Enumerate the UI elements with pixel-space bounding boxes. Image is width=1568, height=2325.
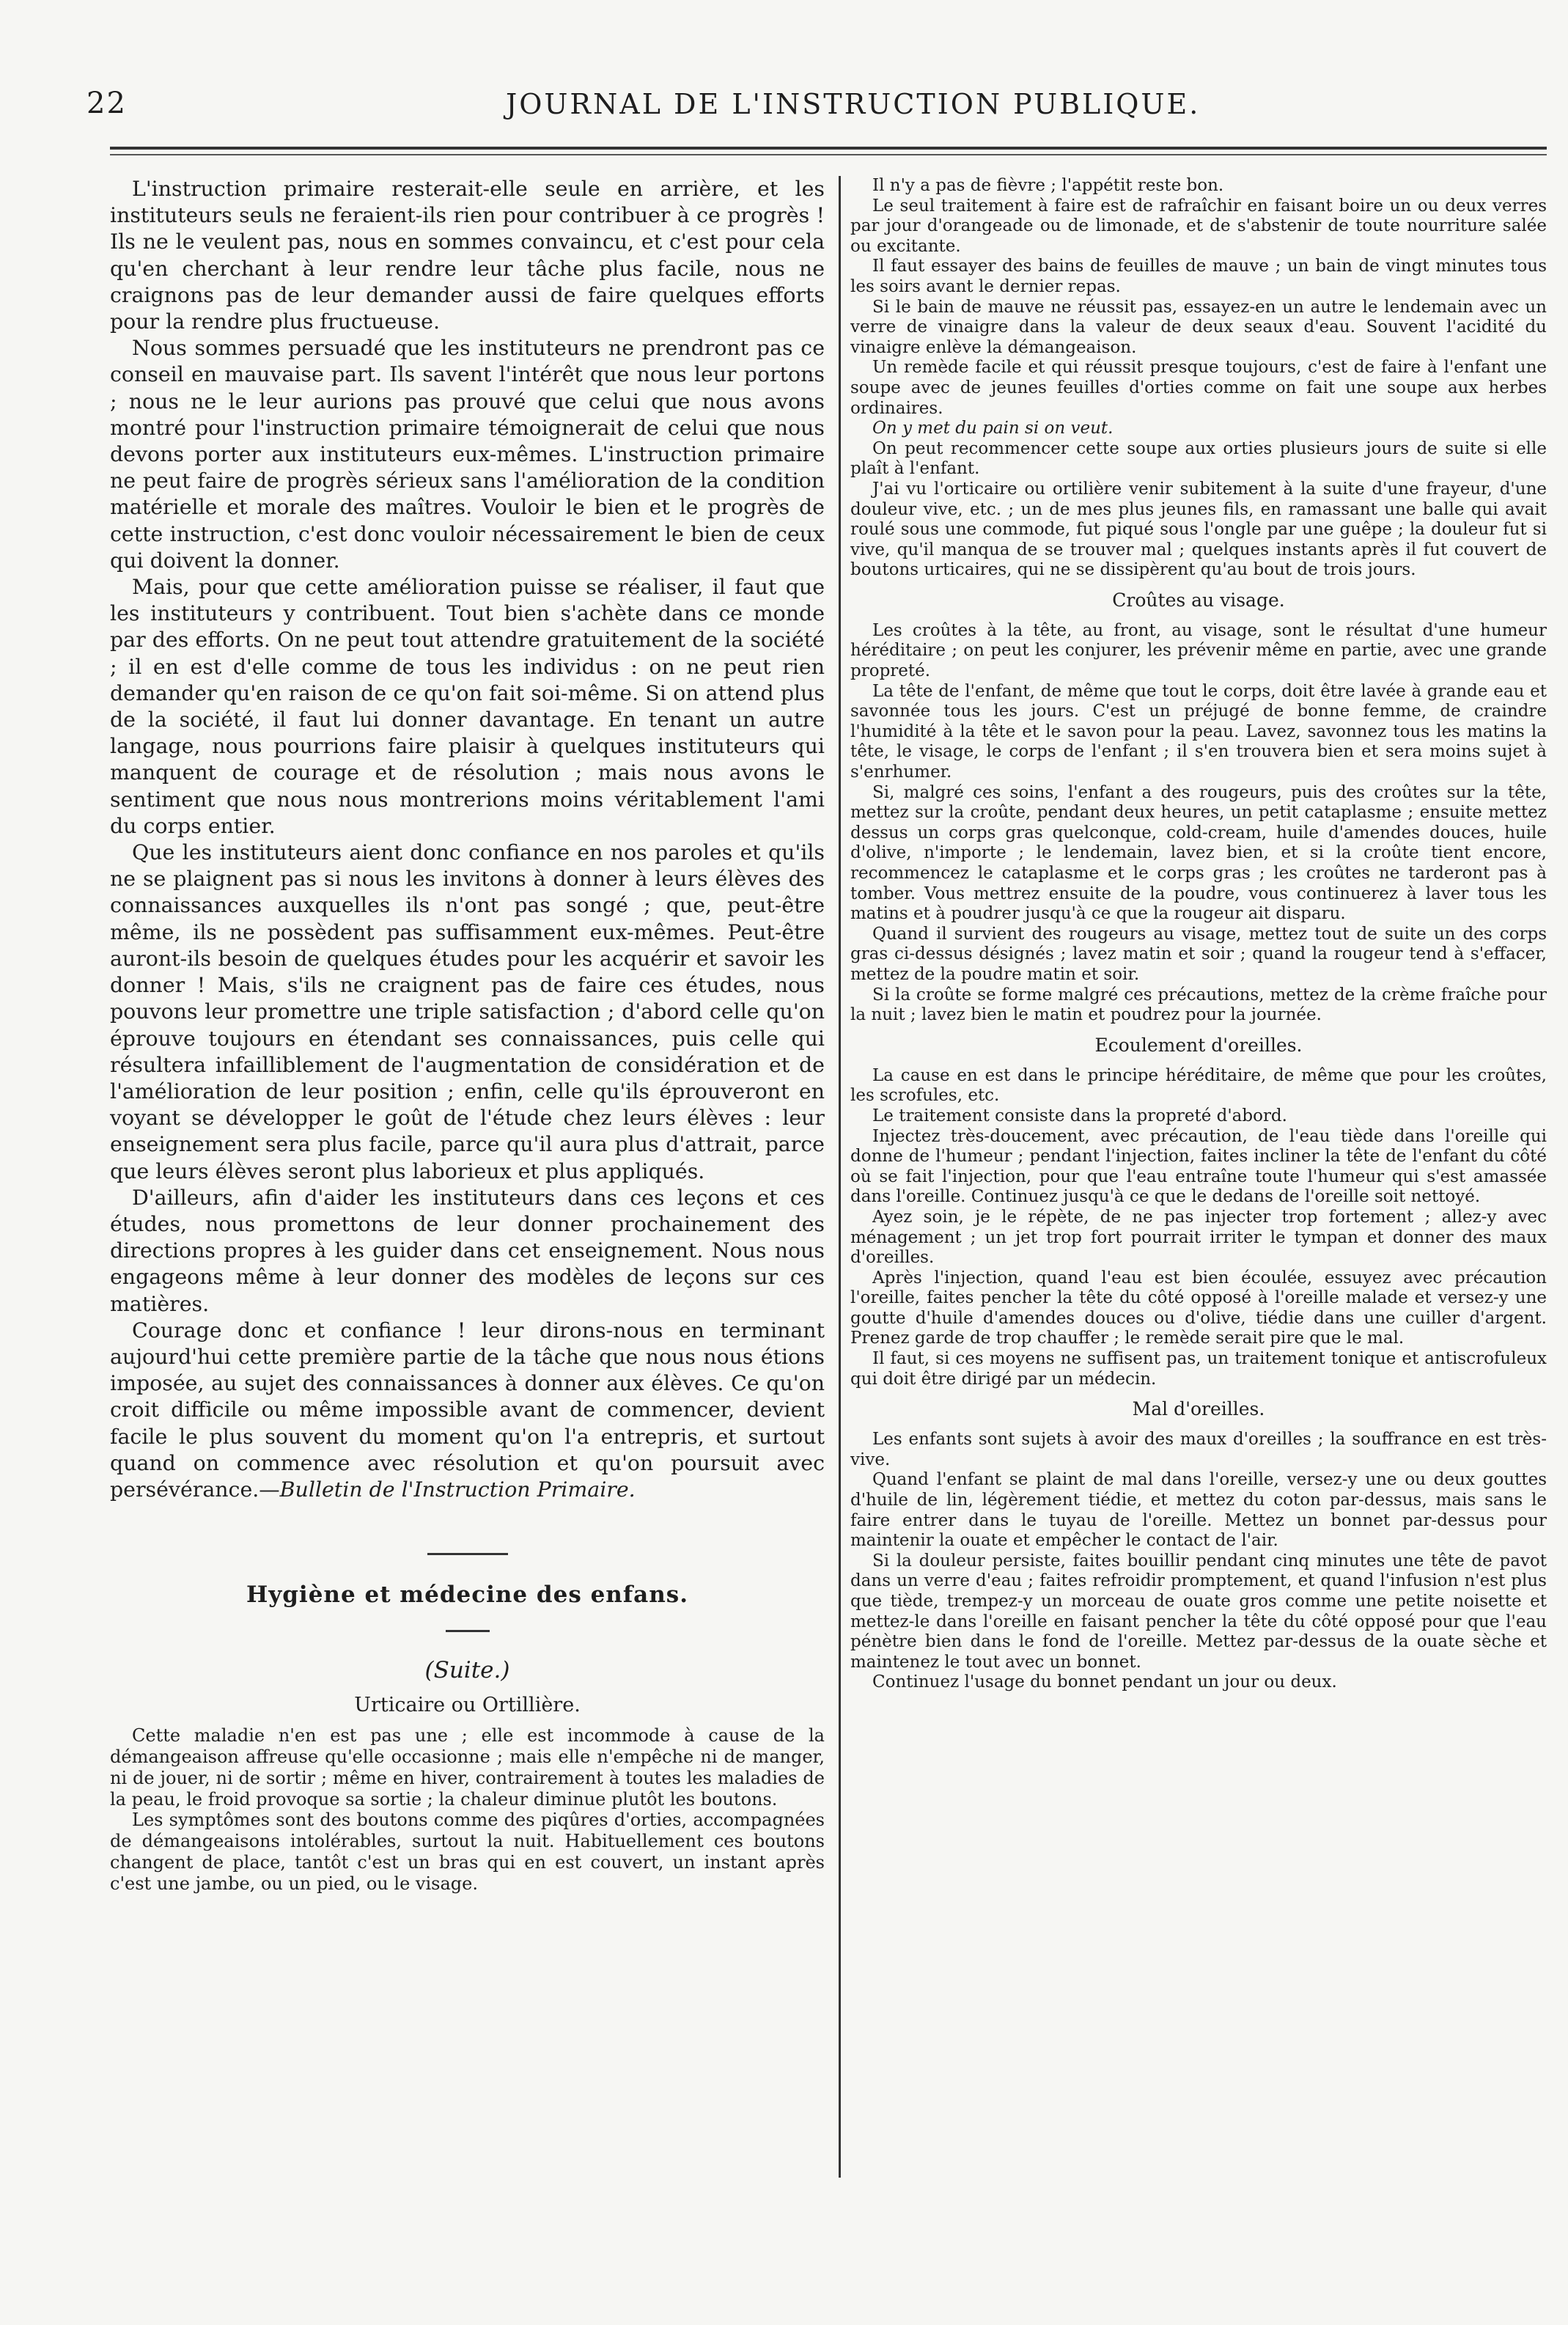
section-rule [427, 1553, 508, 1555]
paragraph: Nous sommes persuadé que les instituteurs ne prendront pas ce conseil en mauvaise part. Ils savent l'intérêt que nous leur portons ; nous ne le leur aurions pas prouvé que celui que nous avons montré pour l'instruction primaire témoignerait de celui que nous devons porter aux instituteurs eux-mêmes. L'instruction primaire ne peut faire de progrès sérieux sans l'amélioration de la condition matérielle et morale des maîtres. Vouloir le bien et le progrès de cette instruction, c'est donc vouloir nécessairement le bien de ceux qui doivent la donner. [110, 336, 825, 573]
paragraph: Le traitement consiste dans la propreté d'abord. [872, 1106, 1287, 1125]
title-rule [446, 1630, 490, 1632]
paragraph: Si le bain de mauve ne réussit pas, essayez-en un autre le lendemain avec un verre de vinaigre dans la valeur de deux seaux d'eau. Souvent l'acidité du vinaigre enlève la démangeaison. [850, 297, 1547, 357]
paragraph: Quand l'enfant se plaint de mal dans l'oreille, versez-y une ou deux gouttes d'huile de lin, légèrement tiédie, et mettez du coton par-dessus, mais sans le faire entrer dans le tuyau de l'oreille. Mettez un bonnet par-dessus pour maintenir la ouate et empêcher le contact de l'air. [850, 1470, 1547, 1551]
paragraph: Si la croûte se forme malgré ces précautions, mettez de la crème fraîche pour la nuit ; lavez bien le matin et poudrez pour la journée. [850, 985, 1547, 1025]
paragraph: L'instruction primaire resterait-elle seule en arrière, et les instituteurs seuls ne feraient-ils rien pour contribuer à ce progrès ! Ils ne le veulent pas, nous en sommes convaincu, et c'est pour cela qu'en cherchant à leur rendre leur tâche plus facile, nous ne craignons pas de leur demander aussi de faire quelques efforts pour la rendre plus fructueuse. [110, 177, 825, 334]
paragraph: J'ai vu l'orticaire ou ortilière venir subitement à la suite d'une frayeur, d'une douleur vive, etc. ; un de mes plus jeunes fils, en ramassant une balle qui avait roulé sous une commode, fut piqué sous l'ongle par une guêpe ; la douleur fut si vive, qu'il manqua de se trouver mal ; quelques instants après il fut couvert de boutons urticaires, qui ne se dissipèrent qu'au bout de trois jours. [850, 479, 1547, 580]
paragraph: Il n'y a pas de fièvre ; l'appétit reste bon. [872, 176, 1224, 195]
paragraph: Ayez soin, je le répète, de ne pas injecter trop fortement ; allez-y avec ménagement ; un jet trop fort pourrait irriter le tympan et donner des maux d'oreilles. [850, 1207, 1547, 1268]
page-number: 22 [87, 87, 127, 120]
paragraph: Cette maladie n'en est pas une ; elle est incommode à cause de la démangeaison affreuse qu'elle occasionne ; mais elle n'empêche ni de manger, ni de jouer, ni de sortir ; même en hiver, contrairement à toutes les maladies de la peau, le froid provoque sa sortie ; la chaleur diminue plutôt les boutons. [110, 1725, 825, 1810]
right-column [850, 176, 1547, 1693]
header-rule [110, 147, 1547, 150]
closing-paragraph [110, 1318, 825, 1503]
header-rule-thin [110, 154, 1547, 155]
paragraph: Les symptômes sont des boutons comme des piqûres d'orties, accompagnées de démangeaisons intolérables, surtout la nuit. Habituellement ces boutons changent de place, tantôt c'est un bras qui en est couvert, un instant après c'est une jambe, ou un pied, ou le visage. [110, 1810, 825, 1894]
attribution: Bulletin de l'Instruction Primaire. [279, 1477, 636, 1502]
paragraph: Les croûtes à la tête, au front, au visage, sont le résultat d'une humeur héréditaire ; on peut les conjurer, les prévenir même en partie, avec une grande propreté. [850, 620, 1547, 681]
suite-label: (Suite.) [424, 1657, 510, 1684]
paragraph: Que les instituteurs aient donc confiance en nos paroles et qu'ils ne se plaignent pas si nous les invitons à donner à leurs élèves des connaissances auxquelles ils n'ont pas songé ; que, peut-être même, ils ne possèdent pas suffisamment eux-mêmes. Peut-être auront-ils besoin de quelques études pour les acquérir et savoir les donner ! Mais, s'ils ne craignent pas de faire ces études, nous pouvons leur promettre une triple satisfaction ; d'abord celle qu'on éprouve toujours en étendant ses connaissances, puis celle qui résultera infailliblement de l'augmentation de considération et de l'amélioration de leur position ; enfin, celle qu'ils éprouveront en voyant se développer le goût de l'étude chez leurs élèves : leur enseignement sera plus facile, parce qu'il aura plus d'attrait, parce que leurs élèves seront plus laborieux et plus appliqués. [110, 840, 825, 1183]
paragraph: La cause en est dans le principe héréditaire, de même que pour les croûtes, les scrofules, etc. [850, 1065, 1547, 1106]
paragraph: Si, malgré ces soins, l'enfant a des rougeurs, puis des croûtes sur la tête, mettez sur la croûte, pendant deux heures, un petit cataplasme ; ensuite mettez dessus un corps gras quelconque, cold-cream, huile d'amendes douces, huile d'olive, n'importe ; le lendemain, lavez bien, et si la croûte tient encore, recommencez le cataplasme et le corps gras ; les croûtes ne tarderont pas à tomber. Vous mettrez ensuite de la poudre, vous continuerez à laver tous les matins et à poudrer jusqu'à ce que la rougeur ait disparu. [850, 782, 1547, 924]
subhead-mal: Mal d'oreilles. [1132, 1398, 1265, 1420]
paragraph: Injectez très-doucement, avec précaution, de l'eau tiède dans l'oreille qui donne de l'humeur ; pendant l'injection, faites incliner la tête de l'enfant du côté où se fait l'injection, pour que l'eau entraîne toute l'humeur qui s'est amassée dans l'oreille. Continuez jusqu'à ce que le dedans de l'oreille soit nettoyé. [850, 1126, 1547, 1207]
subhead-ecoulement: Ecoulement d'oreilles. [1094, 1034, 1303, 1056]
column-divider [839, 176, 841, 2178]
closing-text: Courage donc et confiance ! leur dirons-nous en terminant aujourd'hui cette première partie de la tâche que nous nous étions imposée, au sujet des connaissances à donner aux élèves. Ce qu'on croit difficile ou même impossible avant de commencer, devient facile le plus souvent du moment qu'on l'a entrepris, et surtout quand on commence avec résolution et qu'on poursuit avec persévérance.— [110, 1318, 825, 1502]
paragraph: Le seul traitement à faire est de rafraîchir en faisant boire un ou deux verres par jour d'orangeade ou de limonade, et de s'abstenir de toute nourriture salée ou excitante. [850, 196, 1547, 256]
paragraph: La tête de l'enfant, de même que tout le corps, doit être lavée à grande eau et savonnée tous les jours. C'est un préjugé de bonne femme, de craindre l'humidité à la tête et le savon pour la peau. Lavez, savonnez tous les matins la tête, le visage, le corps de l'enfant ; il s'en trouvera bien et sera moins sujet à s'enrhumer. [850, 681, 1547, 782]
paragraph: Quand il survient des rougeurs au visage, mettez tout de suite un des corps gras ci-dessus désignés ; lavez matin et soir ; quand la rougeur tend à s'effacer, mettez de la poudre matin et soir. [850, 924, 1547, 984]
paragraph: Continuez l'usage du bonnet pendant un jour ou deux. [872, 1672, 1337, 1692]
running-title: JOURNAL DE L'INSTRUCTION PUBLIQUE. [506, 88, 1201, 120]
paragraph: On y met du pain si on veut. [872, 419, 1114, 438]
paragraph: Si la douleur persiste, faites bouillir pendant cinq minutes une tête de pavot dans un verre d'eau ; faites refroidir promptement, et quand l'infusion n'est plus que tiède, trempez-y un morceau de ouate gros comme une petite noisette et mettez-le dans l'oreille en faisant pencher la tête du côté opposé pour que l'eau pénètre bien dans le fond de l'oreille. Mettez par-dessus de la ouate sèche et maintenez le tout avec un bonnet. [850, 1551, 1547, 1672]
paragraph: Les enfants sont sujets à avoir des maux d'oreilles ; la souffrance en est très-vive. [850, 1430, 1547, 1469]
paragraph: On peut recommencer cette soupe aux orties plusieurs jours de suite si elle plaît à l'enfant. [850, 438, 1547, 479]
paragraph: Après l'injection, quand l'eau est bien écoulée, essuyez avec précaution l'oreille, faites pencher la tête du côté opposé à l'oreille malade et versez-y une goutte d'huile d'amendes douces ou d'olive, tiédie dans une cuiller d'argent. Prenez garde de trop chauffer ; le remède serait pire que le mal. [850, 1268, 1547, 1348]
left-column [110, 176, 825, 1895]
paragraph: D'ailleurs, afin d'aider les instituteurs dans ces leçons et ces études, nous promettons de leur donner prochainement des directions propres à les guider dans cet enseignement. Nous nous engageons même à leur donner des modèles de leçons sur ces matières. [110, 1185, 825, 1316]
paragraph: Mais, pour que cette amélioration puisse se réaliser, il faut que les instituteurs y contribuent. Tout bien s'achète dans ce monde par des efforts. On ne peut tout attendre gratuitement de la société ; il en est d'elle comme de tous les individus : on ne peut rien demander qu'en raison de ce qu'on fait soi-même. Si on attend plus de la société, il faut lui donner davantage. En tenant un autre langage, nous pourrions faire plaisir à quelques instituteurs qui manquent de courage et de résolution ; mais nous avons le sentiment que nous nous montrerions moins véritablement l'ami du corps entier. [110, 575, 825, 838]
paragraph: Il faut, si ces moyens ne suffisent pas, un traitement tonique et antiscrofuleux qui doit être dirigé par un médecin. [850, 1349, 1547, 1389]
article-title: Hygiène et médecine des enfans. [246, 1582, 689, 1609]
paragraph: Un remède facile et qui réussit presque toujours, c'est de faire à l'enfant une soupe avec de jeunes feuilles d'orties comme on fait une soupe aux herbes ordinaires. [850, 358, 1547, 418]
subhead-croutes: Croûtes au visage. [1112, 589, 1285, 611]
paragraph: Il faut essayer des bains de feuilles de mauve ; un bain de vingt minutes tous les soirs avant le dernier repas. [850, 257, 1547, 296]
subhead-urticaire: Urticaire ou Ortillière. [354, 1694, 581, 1717]
